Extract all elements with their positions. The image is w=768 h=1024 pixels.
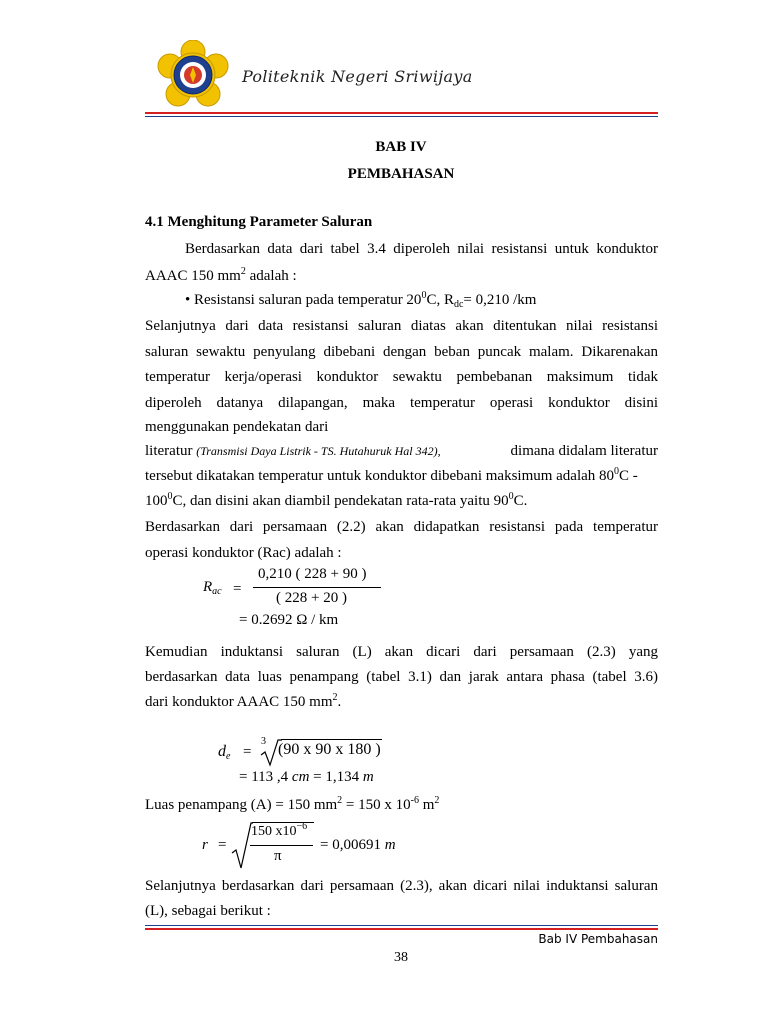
eq-de-root-index: 3 <box>261 736 266 747</box>
footer-chapter-label: Bab IV Pembahasan <box>538 932 658 946</box>
para5-line3: dari konduktor AAAC 150 $mm^2$. <box>145 692 342 710</box>
header-rule-thin <box>145 116 658 117</box>
para2-line4: diperoleh datanya dilapangan, maka temperatur operasi konduktor disini <box>145 395 658 411</box>
eq-de-equals: = <box>243 744 252 760</box>
eq-rac-fraction-bar <box>253 587 381 588</box>
para2-line2: saluran sewaktu penyulang dibebani dengan beban puncak malam. Dikarenakan <box>145 344 658 360</box>
institution-name: Politeknik Negeri Sriwijaya <box>242 67 473 86</box>
eq-r-equals: = <box>218 837 227 853</box>
para1-line2: AAAC 150 $mm^2$ adalah : <box>145 266 297 284</box>
footer-rule <box>145 928 658 930</box>
chapter-title: PEMBAHASAN <box>347 166 455 182</box>
footer-rule-thin <box>145 925 658 926</box>
chapter-number: BAB IV <box>375 139 427 155</box>
eq-rac-numerator: 0,210 ( 228 + 90 ) <box>258 566 367 582</box>
eq-de-result: = 113 ,4 cm = 1,134 m <box>239 769 374 785</box>
para3-line3: $100^0C$, dan disini akan diambil pendekatan rata-rata yaitu $90^0C$. <box>145 491 528 509</box>
para2-line5: menggunakan pendekatan dari <box>145 419 329 435</box>
para4-line2: operasi konduktor (Rac) adalah : <box>145 545 342 561</box>
eq-de-lhs: $d_e$ <box>218 743 231 762</box>
section-heading: 4.1 Menghitung Parameter Saluran <box>145 214 373 230</box>
page-number: 38 <box>394 950 408 965</box>
eq-r-lhs: r <box>202 837 208 853</box>
eq-r-numerator: 150 $x10^{-6}$ <box>251 821 308 839</box>
bullet-resistance: • Resistansi saluran pada temperatur $20^0C$, $R_{dc}= 0,210$ /km <box>185 290 537 310</box>
para5-line1: Kemudian induktansi saluran (L) akan dicari dari persamaan (2.3) yang <box>145 644 658 660</box>
header-rule <box>145 112 658 114</box>
para4-line1: Berdasarkan dari persamaan (2.2) akan didapatkan resistansi pada temperatur <box>145 519 658 535</box>
para5-line2: berdasarkan data luas penampang (tabel 3.1) dan jarak antara phasa (tabel 3.6) <box>145 669 658 685</box>
para3-line1: literatur (Transmisi Daya Listrik - TS. Hutahuruk Hal 342), dimana didalam literatur <box>145 443 658 459</box>
para6-line1: Selanjutnya berdasarkan dari persamaan (2.3), akan dicari nilai induktansi saluran <box>145 878 658 894</box>
eq-r-denominator: π <box>274 848 282 864</box>
eq-rac-result: = 0.2692 Ω / km <box>239 612 339 628</box>
eq-de-radical-bar <box>281 739 382 740</box>
eq-rac-denominator: ( 228 + 20 ) <box>276 590 347 606</box>
para2-line1: Selanjutnya dari data resistansi saluran diatas akan ditentukan nilai resistansi <box>145 318 658 334</box>
para6-line2: (L), sebagai berikut : <box>145 903 271 919</box>
para2-line3: temperatur kerja/operasi konduktor sewaktu pembebanan maksimum tidak <box>145 369 658 385</box>
para1-line1: Berdasarkan data dari tabel 3.4 diperoleh nilai resistansi untuk konduktor <box>185 241 658 257</box>
eq-r-fraction-bar <box>250 845 313 846</box>
eq-de-radicand: (90 x 90 x 180 ) <box>278 741 381 758</box>
logo-emblem-icon <box>156 40 230 110</box>
para3-line2: tersebut dikatakan temperatur untuk konduktor dibebani maksimum adalah $80^0C$ - <box>145 466 638 484</box>
eq-rac-lhs: $R_{ac}$ <box>203 579 222 597</box>
area-statement: Luas penampang (A) = 150 $mm^2 = 150$ x $10^{-6}$ $m^2$ <box>145 795 440 813</box>
eq-rac-equals: = <box>233 581 242 597</box>
institution-logo <box>156 40 230 110</box>
eq-r-result: = 0,00691 m <box>320 837 396 853</box>
square-root-sign-icon <box>231 821 253 871</box>
